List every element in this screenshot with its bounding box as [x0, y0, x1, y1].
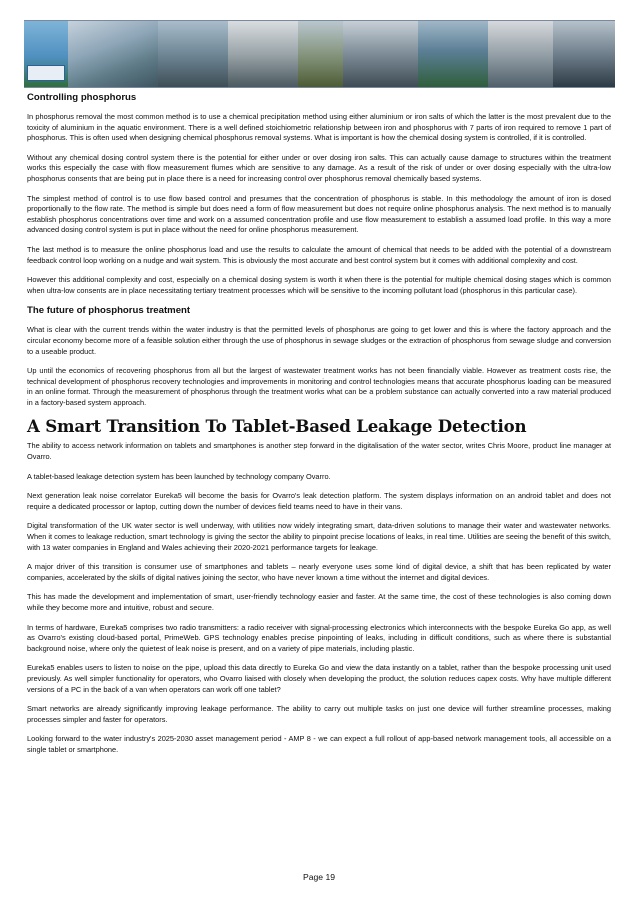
- page-number: Page 19: [302, 872, 336, 882]
- banner-photo-treatment-tank: [68, 21, 158, 87]
- paragraph: The last method is to measure the online phosphorus load and use the results to calculate the amount of chemical that needs to be added with the potential of a downstream feedback control loop working on a nudge and wait system. This is obviously the most accurate and best control system but it comes with additional complexity and cost.: [27, 244, 611, 265]
- section-heading-controlling-phosphorus: Controlling phosphorus: [27, 92, 137, 103]
- paragraph: Smart networks are already significantly improving leakage performance. The ability to carry out multiple tasks on just one device will further streamline processes, making processes simpler and faster for operators.: [27, 704, 611, 724]
- banner-photo-pipework: [228, 21, 298, 87]
- article-standfirst: The ability to access network information on tablets and smartphones is another step forward in the digitalisation of the water sector, writes Chris Moore, product line manager at Ovarro.: [27, 441, 611, 462]
- banner-photo-reservoir: [418, 21, 488, 87]
- section-heading-future-phosphorus: The future of phosphorus treatment: [27, 305, 191, 317]
- paragraph: This has made the development and implementation of smart, user-friendly technology easier and faster. At the same time, the cost of these technologies is also coming down while they become more and intuitive, robust and secure.: [27, 592, 611, 612]
- paragraph: A tablet-based leakage detection system has been launched by technology company Ovarro.: [27, 471, 331, 481]
- paragraph: However this additional complexity and cost, especially on a chemical dosing system is worth it when there is the potential for multiple chemical dosing stages which is common when ultra-low consents are in place necessitating tertiary treatment processes which will be sensitive to the incoming pollutant load (phosphorus in this particular case).: [27, 275, 611, 295]
- article-title: A Smart Transition To Tablet-Based Leakage Detection: [27, 416, 527, 437]
- banner-photo-clarifier: [158, 21, 228, 87]
- page-content: [27, 92, 611, 756]
- paragraph: Digital transformation of the UK water sector is well underway, with utilities now widely integrating smart, data-driven solutions to manage their water and wastewater networks. When it comes to leakage reduction, smart technology is giving the sector the ability to pinpoint precise locations of leaks, in real time. Utilities are seeing the benefit of this switch, with 13 water companies in England and Wales achieving their 2020-2021 performance targets for leakage.: [27, 521, 611, 552]
- banner-photo-logo: [24, 21, 68, 87]
- paragraph: Up until the economics of recovering phosphorus from all but the largest of wastewater treatment works has not been financially viable. However as treatment costs rise, the technical development of phosphorus recovery technologies and improvements in monitoring and control technologies means that accurate phosphorus loading can be measured in an online format. Through the measurement of phosphorus through the treatment works what can be a problem substance can actually converted into a raw material produced in a factory-based system approach.: [27, 366, 611, 407]
- paragraph: The simplest method of control is to use flow based control and presumes that the concentration of phosphorus is stable. In this methodology the amount of iron is dosed proportionally to the flow rate. The method is simple but does need a form of flow measurement but does not require online phosphorus analysis. The next method is to manually establish phosphorus concentrations over time and work on a assumed concentration profile and use flow measurement to establish a assumed load profile. In this way a more advanced dosing control system is put in place without the need for online phosphorus measurement.: [27, 193, 611, 235]
- paragraph: Without any chemical dosing control system there is the potential for either under or over dosing iron salts. This can actually cause damage to structures within the treatment works this especially the case with flow measurement flumes which are sensitive to any damage. As a result of the risk of under or over dosing especially with the ultra-low phosphorus consents that are being put in place there is a need for increasing control over phosphorus removal chemically based systems.: [27, 152, 611, 183]
- paragraph: In phosphorus removal the most common method is to use a chemical precipitation method using either aluminium or iron salts of which the latter is the most prevalent due to the toxicity of aluminium in the aquatic environment. There is a well defined stoichiometric relationship between iron and phosphorus with 7 parts of iron required to remove 1 part of phosphorus. This is often used when designing chemical phosphorus removal systems. What is important is how the chemical dosing system is controlled, if it is controlled.: [27, 112, 611, 143]
- banner-photo-worker: [298, 21, 343, 87]
- header-banner: [24, 20, 615, 88]
- paragraph: Looking forward to the water industry's 2025-2030 asset management period - AMP 8 - we can expect a full rollout of app-based network management tools, all accessible on a single tablet or smartphone.: [27, 734, 611, 754]
- banner-photo-building: [488, 21, 553, 87]
- publication-logo: [27, 65, 65, 81]
- banner-photo-control-room: [553, 21, 615, 87]
- paragraph: Eureka5 enables users to listen to noise on the pipe, upload this data directly to Eureka Go and view the data instantly on a tablet, rather than the bespoke processing unit used previously. As well simpler functionality for operators, who Ovarro liaised with closely when developing the product, the solution reduces capex costs. Why have multiple different versions of a PC in the back of a van when operators can work off one tablet?: [27, 663, 611, 694]
- paragraph: In terms of hardware, Eureka5 comprises two radio transmitters: a radio receiver with signal-processing electronics which interconnects with the bespoke Eureka Go app, as well as Ovarro's existing cloud-based portal, PrimeWeb. GPS technology enables precise pinpointing of leaks, including in difficult conditions, such as where there is substantial background noise, where only the quietest of leak noise is present, and on a variety of pipe materials, including plastic.: [27, 622, 611, 653]
- banner-photo-plant: [343, 21, 418, 87]
- paragraph: What is clear with the current trends within the water industry is that the permitted levels of phosphorus are going to get lower and this is where the factory approach and the circular economy become more of a feasible solution either through the use of phosphorus in sewage sludges or the extraction of phosphorus from sewage sludge and conversion to a useable product.: [27, 325, 611, 356]
- paragraph: Next generation leak noise correlator Eureka5 will become the basis for Ovarro's leak detection platform. The system displays information on an android tablet and does not require a dedicated processor or laptop, cutting down the number of devices field teams need to have in their vans.: [27, 491, 611, 511]
- paragraph: A major driver of this transition is consumer use of smartphones and tablets – nearly everyone uses some kind of digital device, a shift that has been replicated by water companies, accelerated by the skills of digital natives joining the sector, who have never known a time without the internet and digital devices.: [27, 562, 611, 582]
